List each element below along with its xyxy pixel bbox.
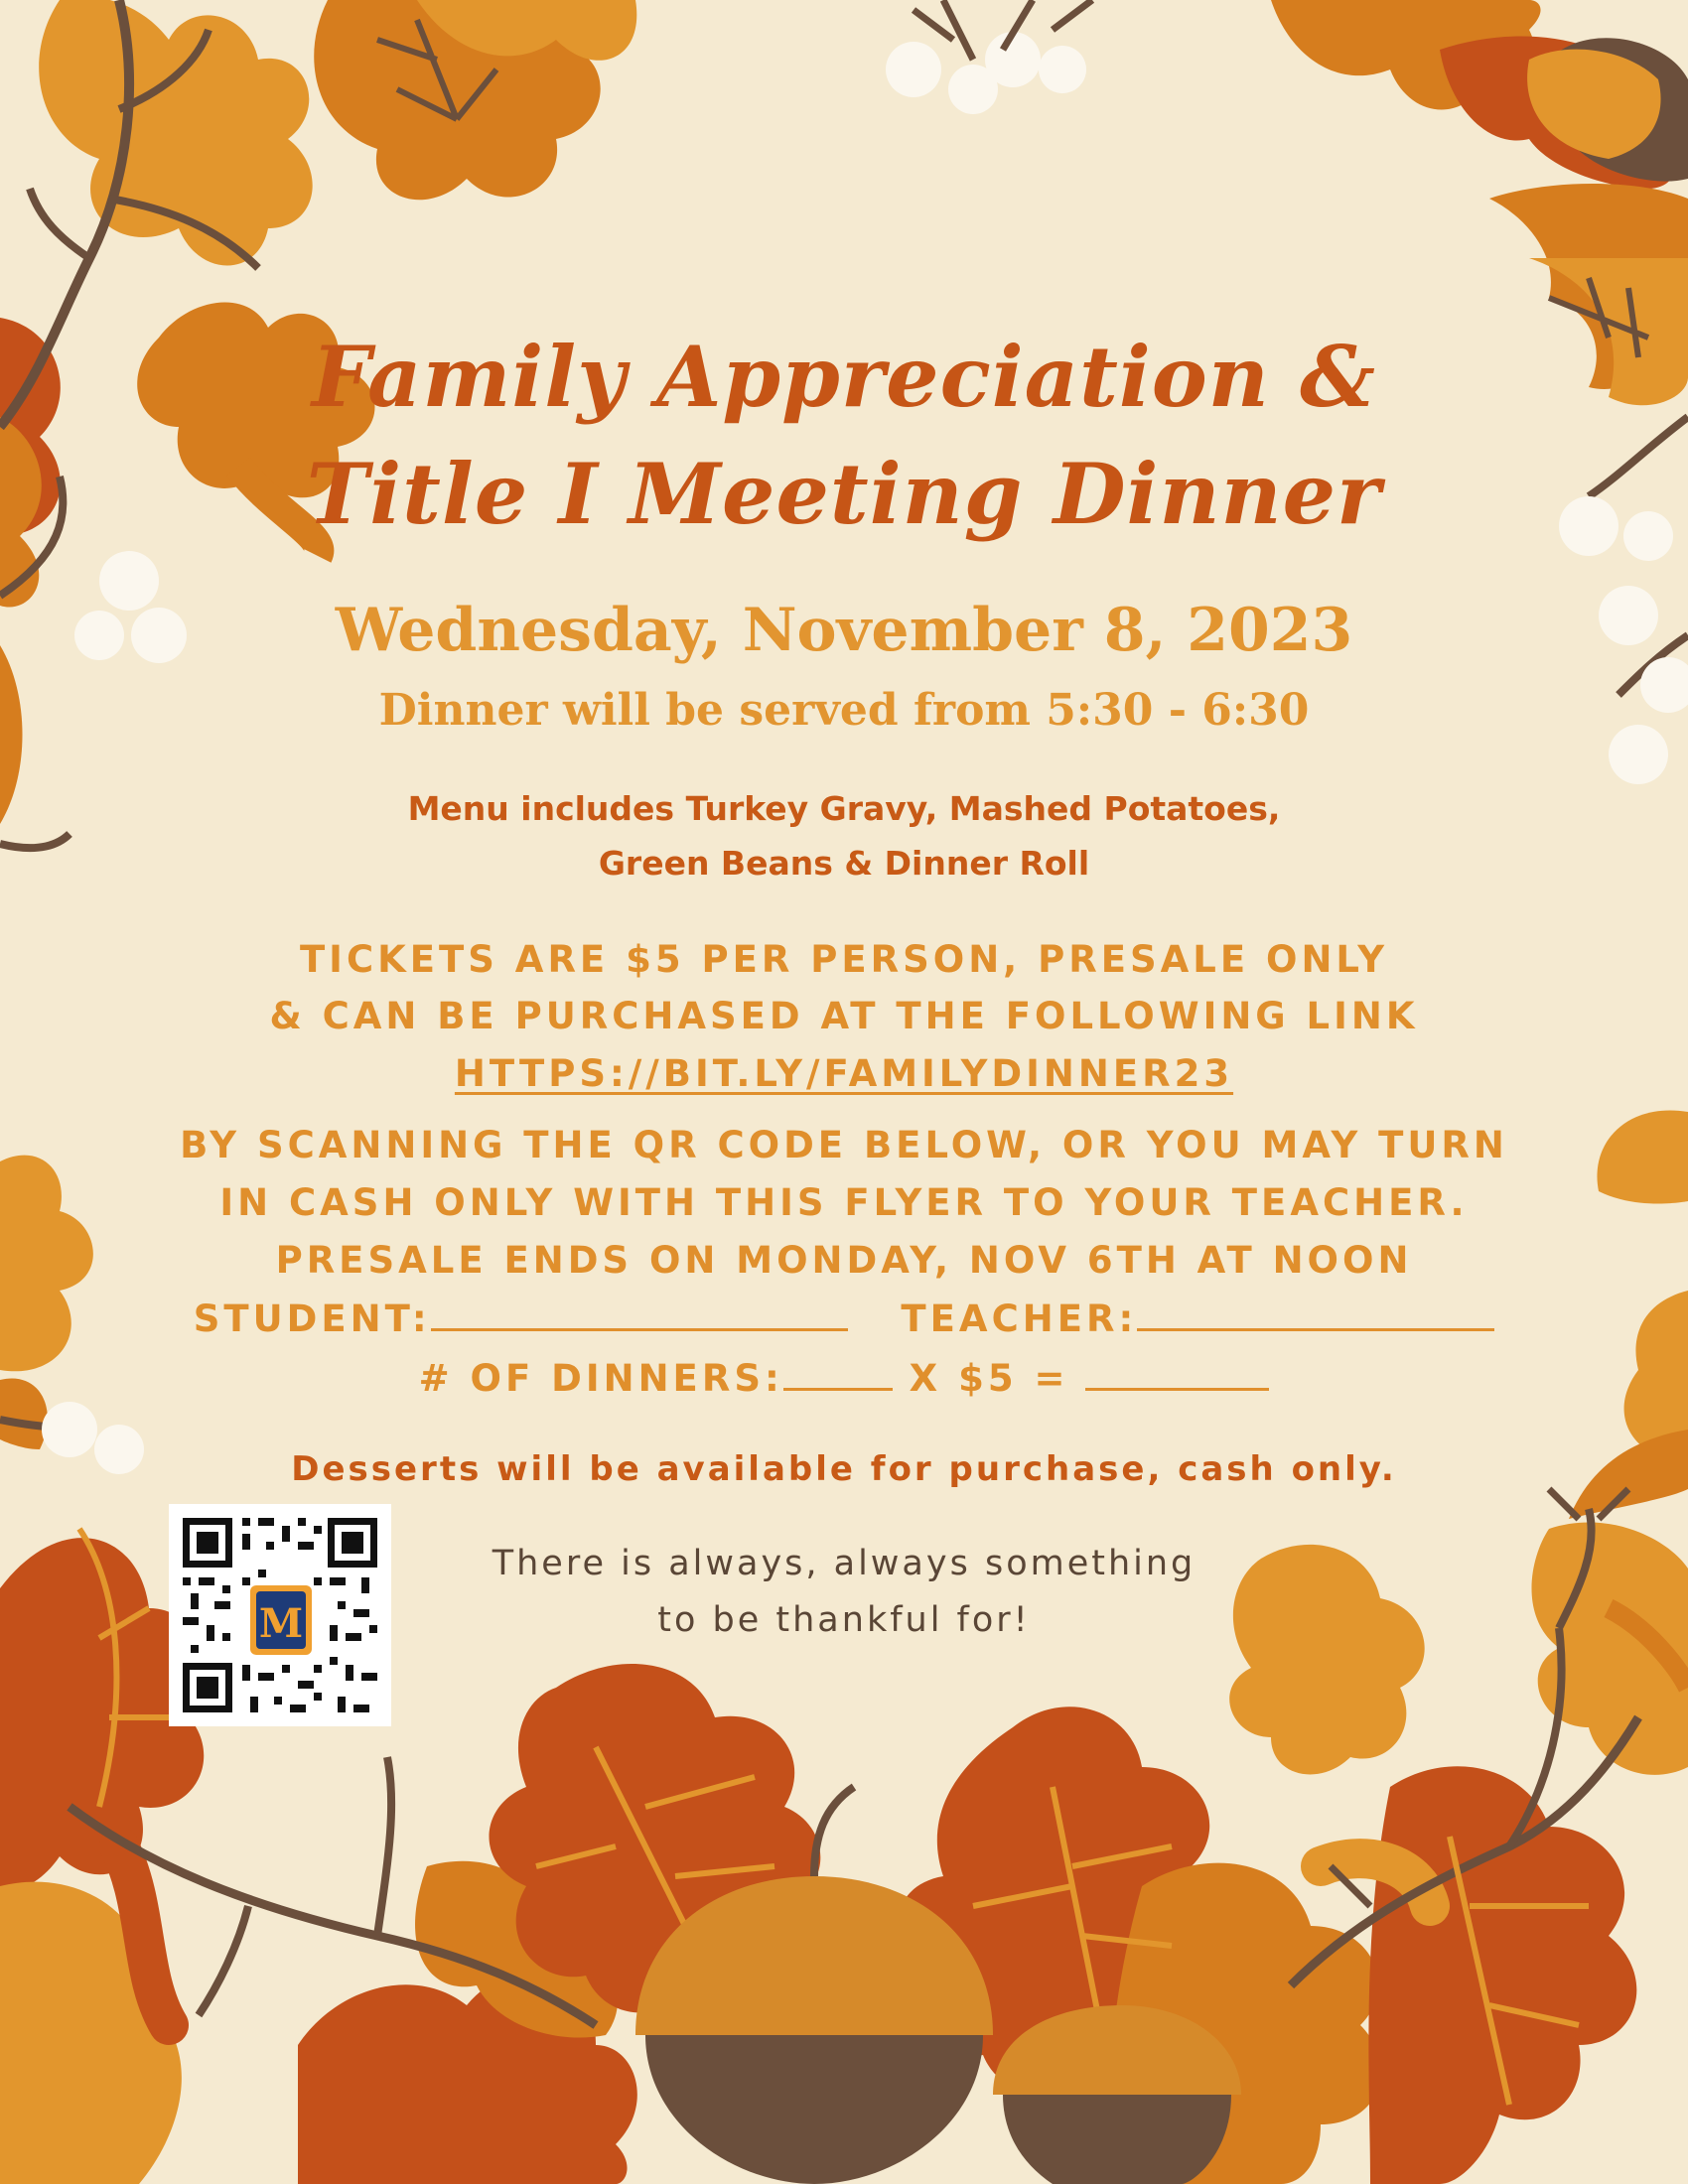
title-line-2: Title I Meeting Dinner	[306, 445, 1382, 543]
tickets-line-1: TICKETS ARE $5 PER PERSON, PRESALE ONLY	[299, 938, 1389, 981]
thankful-line-2: to be thankful for!	[657, 1600, 1031, 1640]
event-date: Wednesday, November 8, 2023	[335, 596, 1353, 665]
qr-code[interactable]	[169, 1504, 391, 1726]
qr-logo-letter: M	[258, 1600, 304, 1647]
menu-line-1: Menu includes Turkey Gravy, Mashed Potatoes,	[407, 789, 1281, 828]
price-multiplier: X $5 =	[909, 1357, 1069, 1400]
title-line-1: Family Appreciation &	[312, 328, 1376, 426]
total-blank[interactable]	[1085, 1356, 1269, 1391]
form-row-dinners	[0, 1356, 1688, 1400]
presale-deadline: PRESALE ENDS ON MONDAY, NOV 6TH AT NOON	[275, 1239, 1413, 1282]
teacher-label: TEACHER:	[901, 1297, 1138, 1340]
purchase-link[interactable]: HTTPS://BIT.LY/FAMILYDINNER23	[454, 1052, 1234, 1095]
teacher-blank[interactable]	[1137, 1297, 1494, 1331]
scan-line-1: BY SCANNING THE QR CODE BELOW, OR YOU MAY TURN	[180, 1124, 1508, 1166]
student-blank[interactable]	[431, 1297, 848, 1331]
menu-line-2: Green Beans & Dinner Roll	[598, 844, 1090, 883]
dinners-label: # OF DINNERS:	[418, 1357, 783, 1400]
thankful-line-1: There is always, always something	[492, 1544, 1196, 1583]
dinners-blank[interactable]	[783, 1356, 893, 1391]
tickets-line-2: & CAN BE PURCHASED AT THE FOLLOWING LINK	[269, 995, 1419, 1037]
student-label: STUDENT:	[193, 1297, 431, 1340]
serving-time: Dinner will be served from 5:30 - 6:30	[378, 685, 1310, 736]
qr-code-image	[169, 1504, 391, 1726]
scan-line-2: IN CASH ONLY WITH THIS FLYER TO YOUR TEACHER.	[219, 1181, 1469, 1224]
desserts-note: Desserts will be available for purchase, cash only.	[291, 1449, 1397, 1489]
form-row-names	[0, 1297, 1688, 1340]
